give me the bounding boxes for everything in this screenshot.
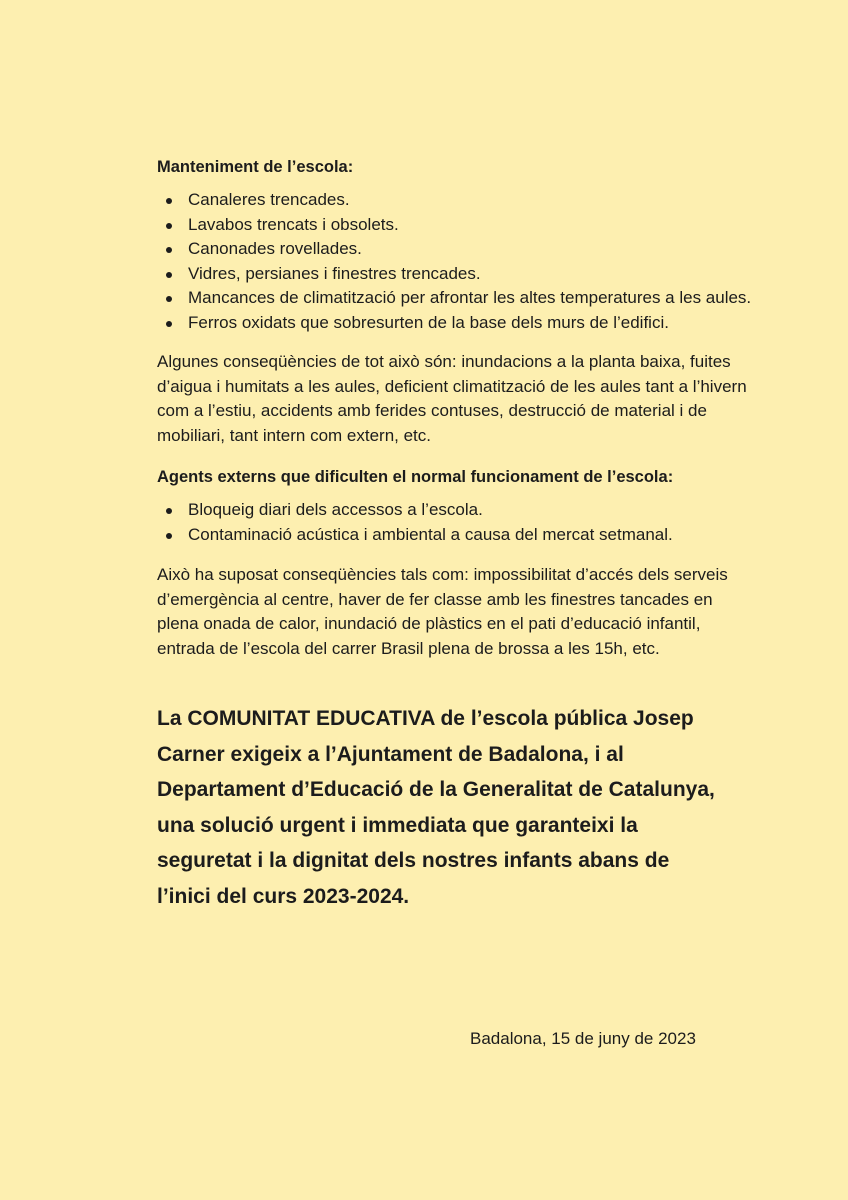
signoff-date: Badalona, 15 de juny de 2023 bbox=[470, 1029, 696, 1048]
list-item: Vidres, persianes i finestres trencades. bbox=[157, 262, 757, 287]
list-item: Canaleres trencades. bbox=[157, 188, 757, 213]
list-item: Canonades rovellades. bbox=[157, 237, 757, 262]
document-body bbox=[157, 155, 757, 914]
list-item: Bloqueig diari dels accessos a l’escola. bbox=[157, 498, 757, 523]
list-item: Lavabos trencats i obsolets. bbox=[157, 213, 757, 238]
external-agents-list bbox=[157, 498, 757, 547]
list-item: Contaminació acústica i ambiental a causa del mercat setmanal. bbox=[157, 523, 757, 548]
demand-statement: La COMUNITAT EDUCATIVA de l’escola pública Josep Carner exigeix a l’Ajuntament de Badalona, i al Departament d’Educació de la Generalitat de Catalunya, una solució urgent i immediata que garanteixi la seguretat i la dignitat dels nostres infants abans de l’inici del curs 2023-2024. bbox=[157, 707, 715, 908]
maintenance-list bbox=[157, 188, 757, 335]
maintenance-heading: Manteniment de l’escola: bbox=[157, 158, 354, 176]
list-item: Mancances de climatització per afrontar les altes temperatures a les aules. bbox=[157, 286, 757, 311]
external-agents-heading: Agents externs que dificulten el normal funcionament de l’escola: bbox=[157, 468, 674, 486]
maintenance-consequences: Algunes conseqüències de tot això són: inundacions a la planta baixa, fuites d’aigua i humitats a les aules, deficient climatització de les aules tant a l’hivern com a l’estiu, accidents amb ferides contuses, destrucció de material i de mobiliari, tant intern com extern, etc. bbox=[157, 352, 747, 445]
external-consequences: Això ha suposat conseqüències tals com: impossibilitat d’accés dels serveis d’emergència al centre, haver de fer classe amb les finestres tancades en plena onada de calor, inundació de plàstics en el pati d’educació infantil, entrada de l’escola del carrer Brasil plena de brossa a les 15h, etc. bbox=[157, 565, 728, 658]
list-item: Ferros oxidats que sobresurten de la base dels murs de l’edifici. bbox=[157, 311, 757, 336]
